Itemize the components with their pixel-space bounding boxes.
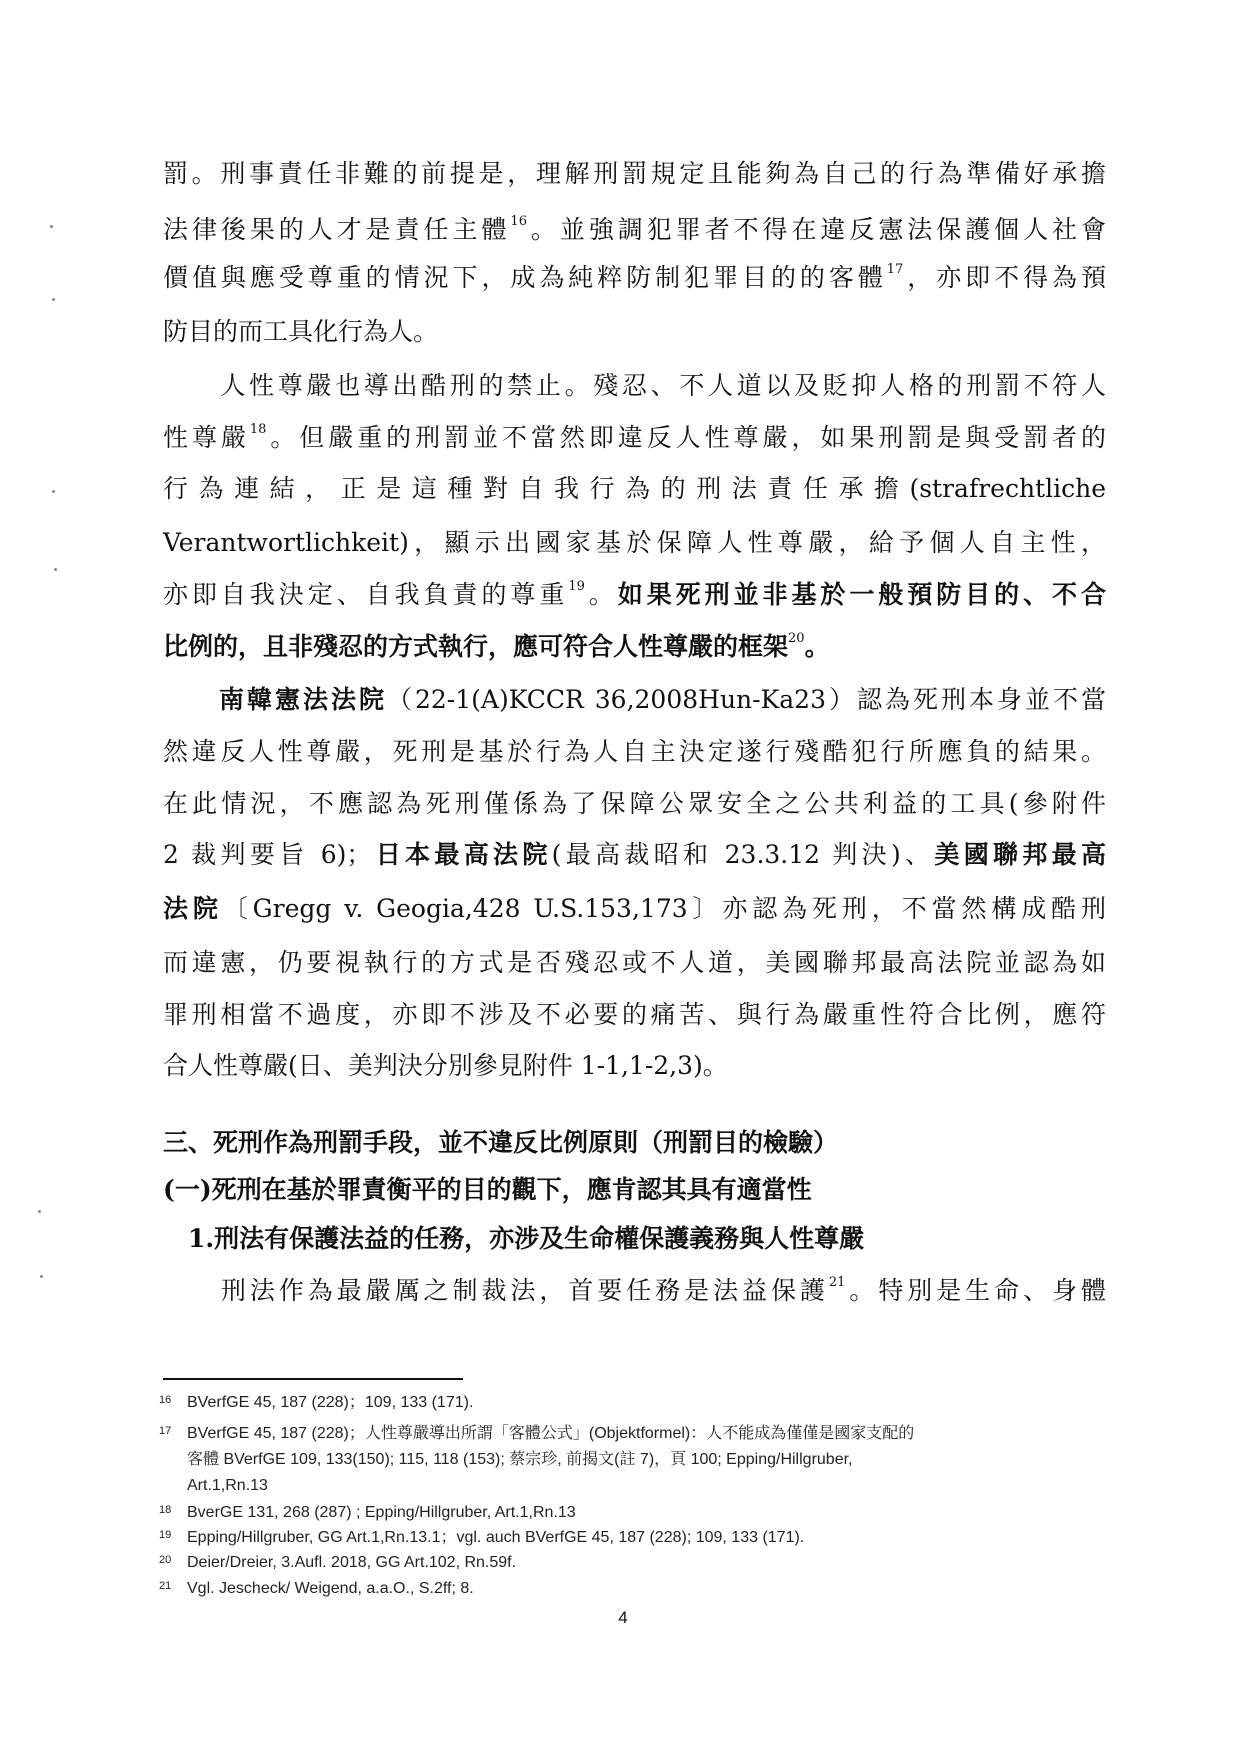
text-line bbox=[163, 1274, 1106, 1308]
text-segment: 罰。刑事責任非難的前提是，理解刑罰規定且能夠為自己的行為準備好承擔 bbox=[163, 159, 1106, 188]
text-line bbox=[163, 946, 1106, 980]
text-segment: 罪刑相當不過度，亦即不涉及不必要的痛苦、與行為嚴重性符合比例，應符 bbox=[163, 1000, 1106, 1029]
page-number: 4 bbox=[618, 1608, 628, 1627]
text-line bbox=[163, 472, 1106, 506]
scan-speck bbox=[38, 1210, 41, 1213]
footnote-reference[interactable]: 21 bbox=[828, 1275, 846, 1290]
text-line bbox=[163, 369, 1106, 403]
text-line bbox=[163, 1049, 1106, 1083]
text-segment: Verantwortlichkeit)，顯示出國家基於保障人性尊嚴，給予個人自主性， bbox=[163, 528, 1106, 557]
footnote-reference[interactable]: 16 bbox=[510, 214, 527, 229]
bold-text: 。 bbox=[804, 632, 830, 661]
text-line bbox=[163, 998, 1106, 1032]
text-segment: 。 bbox=[584, 580, 618, 609]
text-line bbox=[163, 735, 1106, 769]
footnote-text: Deier/Dreier, 3.Aufl. 2018, GG Art.102, Rn.59f. bbox=[187, 1554, 517, 1571]
text-segment: 行為連結，正是這種對自我行為的刑法責任承擔(strafrechtliche bbox=[163, 474, 1106, 503]
footnote bbox=[187, 1475, 268, 1497]
text-line bbox=[163, 1222, 1106, 1256]
text-segment: 〔Gregg v. Geogia,428 U.S.153,173〕亦認為死刑，不當然構成酷刑 bbox=[222, 894, 1106, 923]
text-segment: 。但嚴重的刑罰並不當然即違反人性尊嚴，如果刑罰是與受罰者的 bbox=[266, 423, 1106, 452]
footnote-number: 16 bbox=[159, 1394, 172, 1406]
bold-text: (一)死刑在基於罪責衡平的目的觀下，應肯認其具有適當性 bbox=[163, 1175, 812, 1204]
footnote-reference[interactable]: 20 bbox=[788, 631, 805, 646]
footnote bbox=[159, 1552, 517, 1574]
footnote bbox=[159, 1502, 576, 1524]
scan-speck bbox=[52, 490, 55, 493]
text-line bbox=[163, 421, 1106, 455]
text-segment: 亦即自我決定、自我負責的尊重 bbox=[163, 580, 569, 609]
text-segment: (最高裁昭和 23.3.12 判決)、 bbox=[551, 840, 935, 869]
footnote-text: Vgl. Jescheck/ Weigend, a.a.O., S.2ff; 8. bbox=[187, 1580, 474, 1597]
text-segment: 性尊嚴 bbox=[163, 423, 250, 452]
scan-speck bbox=[52, 298, 55, 301]
text-segment: 合人性尊嚴(日、美判決分別參見附件 1-1,1-2,3)。 bbox=[163, 1051, 728, 1080]
text-line bbox=[163, 838, 1106, 872]
text-segment: 。特別是生命、身體 bbox=[845, 1276, 1106, 1305]
footnote-number: 20 bbox=[159, 1554, 172, 1566]
footnote bbox=[159, 1392, 474, 1414]
footnote-reference[interactable]: 19 bbox=[568, 579, 585, 594]
footnote-text: Epping/Hillgruber, GG Art.1,Rn.13.1；vgl. auch BVerfGE 45, 187 (228); 109, 133 (171). bbox=[187, 1529, 805, 1546]
text-line bbox=[163, 1173, 1106, 1207]
footnote-text: BVerfGE 45, 187 (228)；109, 133 (171). bbox=[187, 1394, 474, 1411]
bold-text: 南韓憲法法院 bbox=[219, 685, 387, 714]
scan-speck bbox=[40, 1275, 43, 1278]
footnote-number: 18 bbox=[159, 1504, 172, 1516]
text-segment: 人性尊嚴也導出酷刑的禁止。殘忍、不人道以及貶抑人格的刑罰不符人 bbox=[163, 371, 1106, 400]
text-line bbox=[163, 578, 1106, 612]
footnote-number: 19 bbox=[159, 1529, 172, 1541]
text-line bbox=[163, 787, 1106, 821]
text-line bbox=[163, 315, 1106, 349]
text-segment: 2 裁判要旨 6)； bbox=[163, 840, 372, 869]
bold-text: 美國聯邦最高 bbox=[934, 840, 1106, 869]
bold-text: 日本最高法院 bbox=[371, 840, 552, 869]
bold-text: 比例的，且非殘忍的方式執行，應可符合人性尊嚴的框架 bbox=[163, 632, 789, 661]
footnote-text: BverGE 131, 268 (287) ; Epping/Hillgruber, Art.1,Rn.13 bbox=[187, 1504, 576, 1521]
footnote-reference[interactable]: 18 bbox=[249, 422, 267, 437]
footnote-number: 21 bbox=[159, 1580, 172, 1592]
text-segment: 刑法作為最嚴厲之制裁法，首要任務是法益保護 bbox=[163, 1276, 829, 1305]
footnote bbox=[187, 1449, 852, 1471]
text-line bbox=[163, 683, 1106, 717]
footnote-reference[interactable]: 17 bbox=[886, 262, 904, 277]
footnote bbox=[159, 1527, 805, 1549]
text-line bbox=[163, 157, 1106, 191]
footnote bbox=[159, 1423, 915, 1445]
bold-text: 三、死刑作為刑罰手段，並不違反比例原則（刑罰目的檢驗） bbox=[163, 1128, 839, 1157]
footnote-text: Art.1,Rn.13 bbox=[187, 1477, 268, 1494]
bold-text: 法院 bbox=[163, 894, 223, 923]
text-line bbox=[163, 526, 1106, 560]
text-segment: （22-1(A)KCCR 36,2008Hun-Ka23）認為死刑本身並不當 bbox=[387, 685, 1106, 714]
text-segment: 法律後果的人才是責任主體 bbox=[163, 215, 511, 244]
scan-speck bbox=[50, 225, 53, 228]
text-segment: ，亦即不得為預 bbox=[903, 263, 1106, 292]
text-segment: 。並強調犯罪者不得在違反憲法保護個人社會 bbox=[526, 215, 1106, 244]
bold-text: 1.刑法有保護法益的任務，亦涉及生命權保護義務與人性尊嚴 bbox=[163, 1224, 865, 1253]
text-line bbox=[163, 892, 1106, 926]
text-line bbox=[163, 261, 1106, 295]
text-line bbox=[163, 630, 1106, 664]
text-segment: 防目的而工具化行為人。 bbox=[163, 317, 439, 346]
footnote-text: 客體 BVerfGE 109, 133(150); 115, 118 (153); 蔡宗珍, 前揭文(註 7)，頁 100; Epping/Hillgruber, bbox=[187, 1451, 853, 1468]
text-segment: 然違反人性尊嚴，死刑是基於行為人自主決定遂行殘酷犯行所應負的結果。 bbox=[163, 737, 1106, 766]
footnote bbox=[159, 1578, 474, 1600]
text-line bbox=[163, 213, 1106, 247]
footnote-text: BVerfGE 45, 187 (228)；人性尊嚴導出所謂「客體公式」(Objektformel)：人不能成為僅僅是國家支配的 bbox=[187, 1425, 915, 1442]
bold-text: 如果死刑並非基於一般預防目的、不合 bbox=[617, 580, 1106, 609]
text-segment: 而違憲，仍要視執行的方式是否殘忍或不人道，美國聯邦最高法院並認為如 bbox=[163, 948, 1106, 977]
text-segment: 價值與應受尊重的情況下，成為純粹防制犯罪目的的客體 bbox=[163, 263, 887, 292]
text-line bbox=[163, 1126, 1106, 1160]
footnote-separator bbox=[163, 1378, 463, 1380]
text-segment bbox=[163, 685, 219, 714]
text-segment: 在此情況，不應認為死刑僅係為了保障公眾安全之公共利益的工具(參附件 bbox=[163, 789, 1106, 818]
scan-speck bbox=[54, 568, 57, 571]
footnote-number: 17 bbox=[159, 1425, 172, 1437]
